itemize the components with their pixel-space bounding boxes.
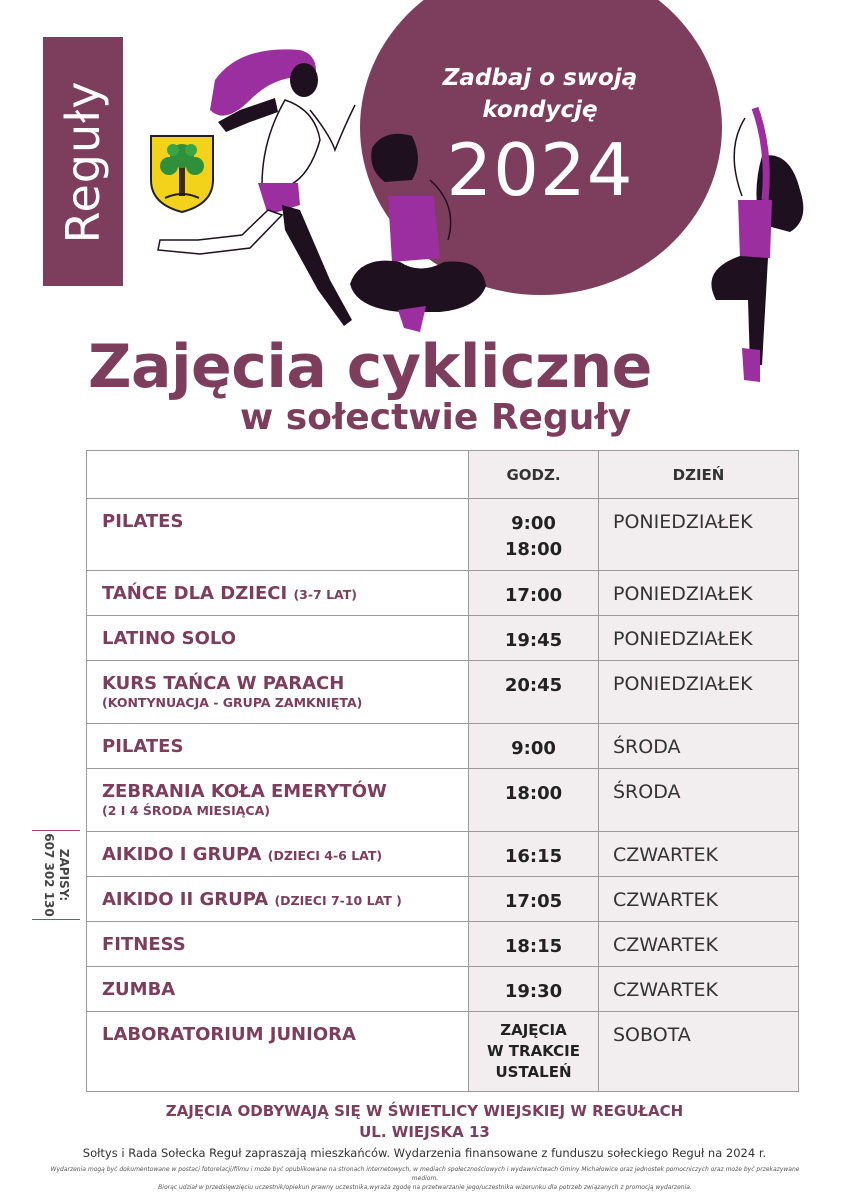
activity-age-note: (3-7 LAT) xyxy=(293,587,357,602)
time-value: 17:05 xyxy=(504,891,563,912)
time-value: 20:45 xyxy=(504,675,563,696)
day-cell: CZWARTEK xyxy=(599,967,799,1012)
activity-age-note: (DZIECI 4-6 LAT) xyxy=(267,848,383,863)
activity-cell xyxy=(87,661,469,724)
time-cell xyxy=(469,571,599,616)
schedule-body xyxy=(87,499,799,1092)
activity-name: ZUMBA xyxy=(102,979,176,1000)
activity-cell xyxy=(87,724,469,769)
time-cell xyxy=(469,832,599,877)
activity-cell xyxy=(87,877,469,922)
time-cell xyxy=(469,1012,599,1092)
time-value: W TRAKCIE xyxy=(487,1042,580,1060)
schedule-table xyxy=(86,450,799,1092)
time-cell xyxy=(469,499,599,571)
table-row xyxy=(87,1012,799,1092)
day-cell: ŚRODA xyxy=(599,724,799,769)
day-cell: PONIEDZIAŁEK xyxy=(599,661,799,724)
activity-name: PILATES xyxy=(102,511,184,532)
activity-note: (KONTYNUACJA - GRUPA ZAMKNIĘTA) xyxy=(102,695,363,710)
time-cell xyxy=(469,616,599,661)
table-row xyxy=(87,724,799,769)
fine-print-1: Wydarzenia mogą być dokumentowane w postaci fotorelacji/filmu i może być opublikowane na stronach internetowych, w mediach społecznościowych i wydawnictwach Gminy Michałowice oraz jednostek pomocniczych oraz może być przekazywane mediom. xyxy=(50,1166,800,1182)
table-row xyxy=(87,661,799,724)
day-cell: PONIEDZIAŁEK xyxy=(599,571,799,616)
day-cell: ŚRODA xyxy=(599,769,799,832)
day-cell: CZWARTEK xyxy=(599,877,799,922)
activity-cell xyxy=(87,832,469,877)
side-label-text: Reguły xyxy=(56,80,110,243)
time-cell xyxy=(469,724,599,769)
time-value: 18:00 xyxy=(504,539,563,560)
page-title: Zajęcia cykliczne xyxy=(88,332,652,402)
activity-name: FITNESS xyxy=(102,934,186,955)
activity-age-note: (DZIECI 7-10 LAT ) xyxy=(274,893,402,908)
time-value: 9:00 xyxy=(511,738,556,759)
time-cell xyxy=(469,922,599,967)
time-value: 9:00 xyxy=(511,513,556,534)
fine-print-2: Biorąc udział w przedsięwzięciu uczestnik/opiekun prawny uczestnika,wyraża zgodę na przetwarzanie jego/uczestnika wizerunku dla potrzeb związanych z promocją wydarzenia. xyxy=(158,1184,692,1191)
day-cell: SOBOTA xyxy=(599,1012,799,1092)
day-cell: CZWARTEK xyxy=(599,922,799,967)
signup-info xyxy=(32,830,80,920)
table-header-row xyxy=(87,451,799,499)
activity-name: TAŃCE DLA DZIECI xyxy=(102,583,288,604)
time-cell xyxy=(469,967,599,1012)
runner-figure-icon xyxy=(158,49,355,326)
activity-cell xyxy=(87,967,469,1012)
table-row xyxy=(87,922,799,967)
slogan-line-2: kondycję xyxy=(482,97,598,123)
signup-label: ZAPISY: xyxy=(57,848,71,902)
time-cell xyxy=(469,661,599,724)
time-value: ZAJĘCIA xyxy=(500,1021,567,1039)
slogan-line-1: Zadbaj o swoją xyxy=(442,65,638,91)
header-activity xyxy=(87,451,469,499)
header-time: GODZ. xyxy=(469,451,599,499)
time-value: 19:45 xyxy=(504,630,563,651)
day-cell: CZWARTEK xyxy=(599,832,799,877)
time-value: 17:00 xyxy=(504,585,563,606)
activity-cell xyxy=(87,769,469,832)
venue-line-2: UL. WIEJSKA 13 xyxy=(359,1123,490,1141)
time-value: 16:15 xyxy=(504,846,563,867)
header-day: DZIEŃ xyxy=(599,451,799,499)
year: 2024 xyxy=(446,128,634,212)
table-row xyxy=(87,967,799,1012)
activity-cell xyxy=(87,571,469,616)
funding-note: Sołtys i Rada Sołecka Reguł zapraszają mieszkańców. Wydarzenia finansowane z funduszu sołeckiego Reguł na 2024 r. xyxy=(82,1146,767,1160)
activity-cell xyxy=(87,499,469,571)
activity-note: (2 I 4 ŚRODA MIESIĄCA) xyxy=(102,803,270,818)
activity-cell xyxy=(87,922,469,967)
table-row xyxy=(87,616,799,661)
table-row xyxy=(87,499,799,571)
activity-cell xyxy=(87,616,469,661)
fine-print xyxy=(40,1165,810,1192)
time-value: 18:15 xyxy=(504,936,563,957)
activity-name: AIKIDO II GRUPA xyxy=(102,889,269,910)
table-row xyxy=(87,571,799,616)
page-subtitle: w sołectwie Reguły xyxy=(240,397,632,438)
activity-name: PILATES xyxy=(102,736,184,757)
activity-name: KURS TAŃCA W PARACH xyxy=(102,673,345,694)
seated-figure-icon xyxy=(350,134,486,332)
time-cell xyxy=(469,877,599,922)
yoga-figure-icon xyxy=(711,108,803,382)
table-row xyxy=(87,832,799,877)
time-value: 18:00 xyxy=(504,783,563,804)
venue-info xyxy=(0,1101,849,1143)
signup-phone: 607 302 130 xyxy=(42,833,56,917)
time-cell xyxy=(469,769,599,832)
activity-cell xyxy=(87,1012,469,1092)
activity-name: LATINO SOLO xyxy=(102,628,237,649)
time-value: USTALEŃ xyxy=(495,1063,572,1081)
activity-name: ZEBRANIA KOŁA EMERYTÓW xyxy=(102,781,387,802)
day-cell: PONIEDZIAŁEK xyxy=(599,616,799,661)
table-row xyxy=(87,769,799,832)
activity-name: AIKIDO I GRUPA xyxy=(102,844,262,865)
venue-line-1: ZAJĘCIA ODBYWAJĄ SIĘ W ŚWIETLICY WIEJSKIEJ W REGUŁACH xyxy=(165,1102,684,1120)
activity-name: LABORATORIUM JUNIORA xyxy=(102,1024,356,1045)
time-value: 19:30 xyxy=(504,981,563,1002)
table-row xyxy=(87,877,799,922)
day-cell: PONIEDZIAŁEK xyxy=(599,499,799,571)
